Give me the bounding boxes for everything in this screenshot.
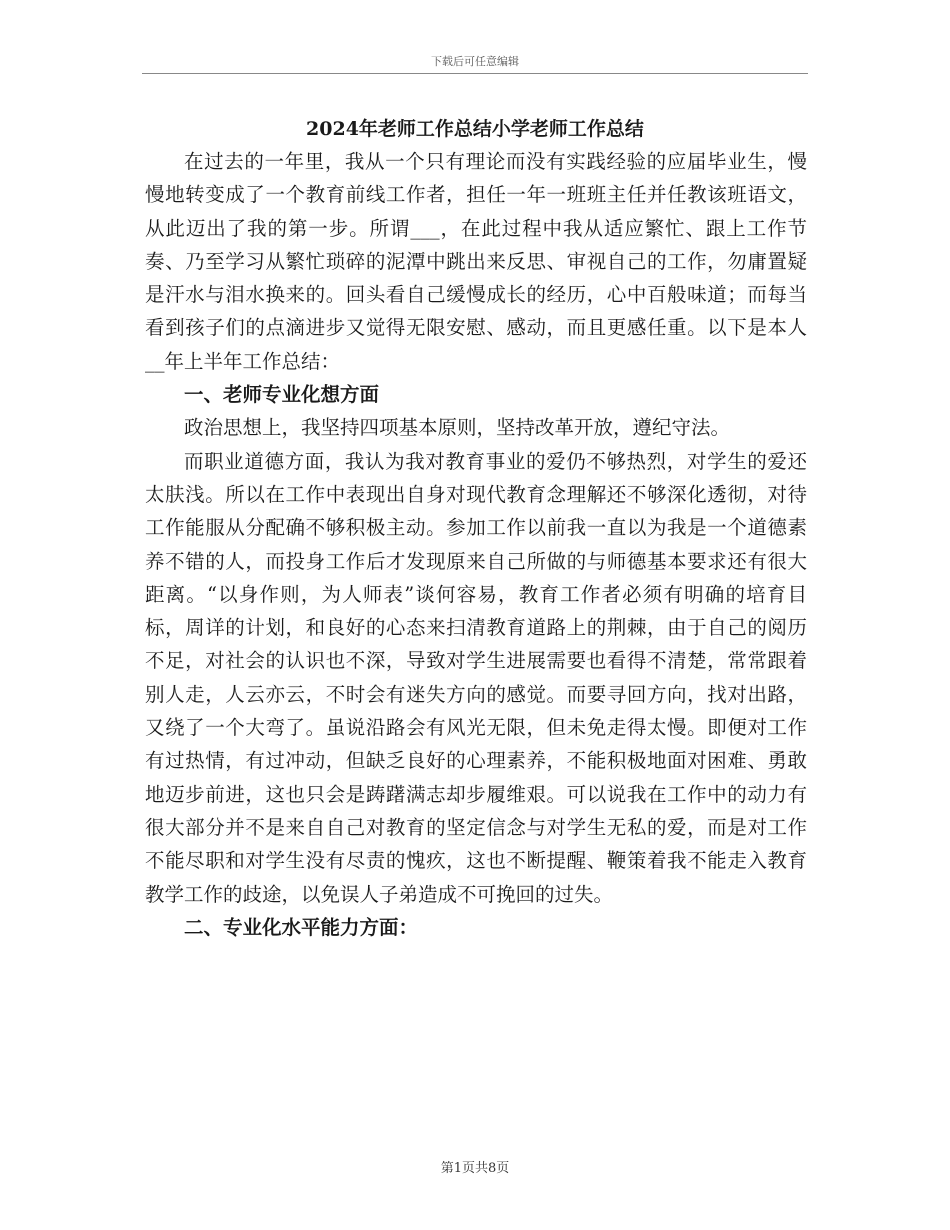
page-header: 下载后可任意编辑: [431, 55, 519, 68]
header-divider: [142, 73, 808, 74]
section-heading-1: 一、老师专业化想方面: [184, 383, 380, 407]
body-paragraph: 而职业道德方面，我认为我对教育事业的爱仍不够热烈，对学生的爱还太肤浅。所以在工作中表现出自身对现代教育念理解还不够深化透彻，对待工作能服从分配确不够积极主动。参加工作以前我一直以为我是一个道德素养不错的人，而投身工作后才发现原来自己所做的与师德基本要求还有很大距离。“以身作则，为人师表”谈何容易，教育工作者必须有明确的培育目标，周详的计划，和良好的心态来扫清教育道路上的荆棘，由于自己的阅历不足，对社会的认识也不深，导致对学生进展需要也看得不清楚，常常跟着别人走，人云亦云，不时会有迷失方向的感觉。而要寻回方向，找对出路，又绕了一个大弯了。虽说沿路会有风光无限，但未免走得太慢。即便对工作有过热情，有过冲动，但缺乏良好的心理素养，不能积极地面对困难、勇敢地迈步前进，这也只会是踌躇满志却步履维艰。可以说我在工作中的动力有很大部分并不是来自自己对教育的坚定信念与对学生无私的爱，而是对工作不能尽职和对学生没有尽责的愧疚，这也不断提醒、鞭策着我不能走入教育教学工作的歧途，以免误人子弟造成不可挽回的过失。: [145, 449, 807, 906]
page-number: 第1页共8页: [440, 1161, 510, 1176]
section-heading-2: 二、专业化水平能力方面：: [184, 915, 419, 939]
body-paragraph: 政治思想上，我坚持四项基本原则，坚持改革开放，遵纪守法。: [184, 416, 731, 440]
document-body: [145, 145, 807, 944]
document-title: 2024年老师工作总结小学老师工作总结: [306, 118, 644, 140]
intro-paragraph: 在过去的一年里，我从一个只有理论而没有实践经验的应届毕业生，慢慢地转变成了一个教育前线工作者，担任一年一班班主任并任教该班语文，从此迈出了我的第一步。所谓___，在此过程中我从适应繁忙、跟上工作节奏、乃至学习从繁忙琐碎的泥潭中跳出来反思、审视自己的工作，勿庸置疑是汗水与泪水换来的。回头看自己缓慢成长的经历，心中百般味道；而每当看到孩子们的点滴进步又觉得无限安慰、感动，而且更感任重。以下是本人__年上半年工作总结：: [145, 150, 807, 373]
